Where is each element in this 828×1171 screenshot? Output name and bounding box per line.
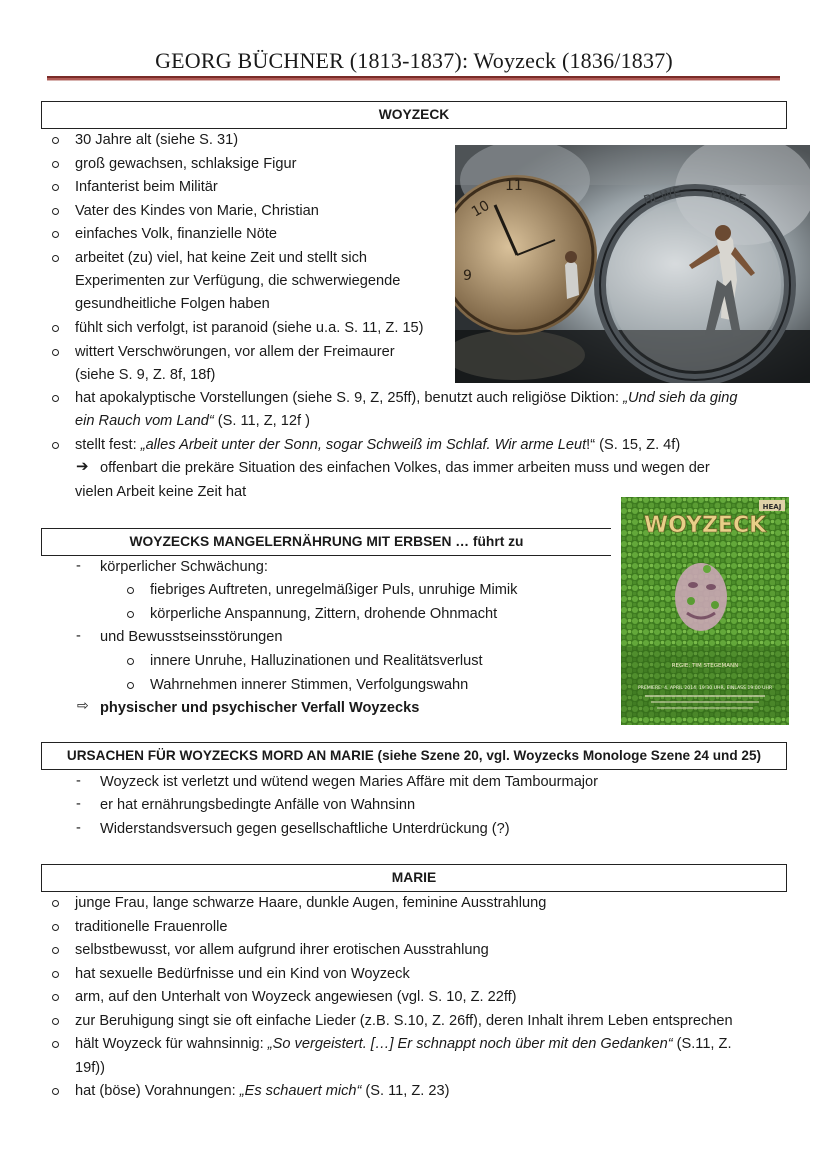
bullet-icon	[52, 1041, 59, 1048]
bullet-icon	[52, 395, 59, 402]
dash-icon: -	[76, 773, 81, 789]
page-title: GEORG BÜCHNER (1813-1837): Woyzeck (1836/1837)	[155, 48, 673, 73]
list-item: Vater des Kindes von Marie, Christian	[75, 203, 319, 219]
list-item-wahnsinnig	[75, 1034, 732, 1054]
dash-icon: -	[76, 820, 81, 836]
list-item: einfaches Volk, finanzielle Nöte	[75, 226, 278, 242]
stage-photo-graphic	[455, 145, 810, 383]
list-item: Infanterist beim Militär	[75, 179, 218, 195]
bullet-icon	[52, 161, 59, 168]
list-item: 30 Jahre alt (siehe S. 31)	[75, 132, 239, 148]
bullet-icon	[52, 349, 59, 356]
list-item-continuation: gesundheitliche Folgen haben	[75, 296, 270, 312]
list-item: groß gewachsen, schlaksige Figur	[75, 156, 297, 172]
text: stellt fest:	[75, 437, 141, 453]
list-item: Widerstandsversuch gegen gesellschaftliche Unterdrückung (?)	[100, 821, 510, 837]
svg-text:9: 9	[463, 268, 472, 284]
dash-icon: -	[76, 558, 81, 574]
list-item-continuation: Experimenten zur Verfügung, die schwerwiegende	[75, 273, 401, 289]
poster-title: WOYZECK	[643, 513, 767, 538]
title-rule	[47, 76, 780, 80]
poster-badge: HEAJ	[762, 503, 782, 511]
conclusion-line: vielen Arbeit keine Zeit hat	[75, 484, 247, 500]
photo-text: ERGE	[709, 186, 748, 209]
bullet-icon	[127, 682, 134, 689]
bullet-icon	[52, 947, 59, 954]
text: hält Woyzeck für wahnsinnig:	[75, 1036, 268, 1052]
svg-text:11: 11	[505, 178, 523, 194]
reference: (S. 11, Z. 23)	[361, 1083, 450, 1099]
bullet-icon	[52, 208, 59, 215]
arrow-outline-icon: ⇨	[77, 697, 89, 713]
reference: (S. 15, Z. 4f)	[595, 437, 681, 453]
stage-photo	[455, 145, 810, 383]
list-item: fühlt sich verfolgt, ist paranoid (siehe u.a. S. 11, Z. 15)	[75, 320, 424, 336]
quote: „Es schauert mich“	[239, 1083, 362, 1099]
bullet-icon	[52, 900, 59, 907]
list-item: fiebriges Auftreten, unregelmäßiger Puls, unruhige Mimik	[150, 582, 518, 598]
list-item: junge Frau, lange schwarze Haare, dunkle Augen, feminine Ausstrahlung	[75, 895, 547, 911]
poster-regie: REGIE: TIM STEGEMANN	[671, 663, 739, 669]
section-heading-marie: MARIE	[41, 864, 787, 892]
poster-premiere: PREMIERE: 4. APRIL 2014, 19:30 UHR, EINLASS 19:00 UHR	[637, 686, 773, 691]
list-item: er hat ernährungsbedingte Anfälle von Wahnsinn	[100, 797, 416, 813]
bullet-icon	[52, 231, 59, 238]
bullet-icon	[127, 587, 134, 594]
list-item: Woyzeck ist verletzt und wütend wegen Maries Affäre mit dem Tambourmajor	[100, 774, 599, 790]
list-item: wittert Verschwörungen, vor allem der Freimaurer	[75, 344, 395, 360]
dash-icon: -	[76, 796, 81, 812]
svg-text:10: 10	[469, 197, 493, 221]
arrow-right-icon: ➔	[76, 458, 89, 475]
reference: (S. 11, Z, 12f )	[213, 413, 310, 429]
bullet-icon	[52, 971, 59, 978]
list-item: arm, auf den Unterhalt von Woyzeck angewiesen (vgl. S. 10, Z. 22ff)	[75, 989, 517, 1005]
list-item: körperliche Anspannung, Zittern, drohende Ohnmacht	[150, 606, 498, 622]
poster-graphic	[621, 497, 789, 725]
list-item-continuation: (siehe S. 9, Z. 8f, 18f)	[75, 367, 216, 383]
section-heading-woyzeck: WOYZECK	[41, 101, 787, 129]
list-item: innere Unruhe, Halluzinationen und Realitätsverlust	[150, 653, 483, 669]
list-item: hat sexuelle Bedürfnisse und ein Kind von Woyzeck	[75, 966, 410, 982]
bullet-icon	[52, 442, 59, 449]
bullet-icon	[52, 1018, 59, 1025]
text: hat (böse) Vorahnungen:	[75, 1083, 240, 1099]
conclusion-line: offenbart die prekäre Situation des einfachen Volkes, das immer arbeiten muss und wegen der	[100, 460, 710, 476]
bullet-icon	[52, 184, 59, 191]
list-item: zur Beruhigung singt sie oft einfache Lieder (z.B. S.10, Z. 26ff), deren Inhalt ihrem Leben entsprechen	[75, 1013, 733, 1029]
text: hat apokalyptische Vorstellungen (siehe S. 9, Z, 25ff), benutzt auch religiöse Diktion:	[75, 390, 624, 406]
bullet-icon	[52, 137, 59, 144]
bullet-icon	[52, 924, 59, 931]
reference: (S.11, Z.	[672, 1036, 732, 1052]
bullet-icon	[127, 611, 134, 618]
list-item-vorahnungen	[75, 1081, 450, 1101]
list-item-continuation: 19f))	[75, 1060, 106, 1076]
bullet-icon	[52, 325, 59, 332]
list-item-continuation	[75, 411, 310, 431]
list-item-stellt-fest	[75, 435, 680, 455]
quote-end: !“	[586, 437, 596, 453]
list-item: traditionelle Frauenrolle	[75, 919, 228, 935]
section-heading-mangel: WOYZECKS MANGELERNÄHRUNG MIT ERBSEN … führt zu	[41, 528, 611, 556]
list-item: arbeitet (zu) viel, hat keine Zeit und stellt sich	[75, 250, 368, 266]
quote: „alles Arbeit unter der Sonn, sogar Schweiß im Schlaf. Wir arme Leut	[140, 437, 587, 453]
bullet-icon	[52, 255, 59, 262]
dash-icon: -	[76, 628, 81, 644]
section-heading-ursachen: URSACHEN FÜR WOYZECKS MORD AN MARIE (siehe Szene 20, vgl. Woyzecks Monologe Szene 24 und 25)	[41, 742, 787, 770]
bullet-icon	[52, 1088, 59, 1095]
list-item-apokalyptisch	[75, 388, 738, 408]
list-item: Wahrnehmen innerer Stimmen, Verfolgungswahn	[150, 677, 469, 693]
poster-image	[621, 497, 789, 725]
photo-text: BEWE	[642, 184, 683, 209]
quote: „So vergeistert. […] Er schnappt noch über mit den Gedanken“	[267, 1036, 673, 1052]
list-item: selbstbewusst, vor allem aufgrund ihrer erotischen Ausstrahlung	[75, 942, 489, 958]
bullet-icon	[127, 658, 134, 665]
quote: ein Rauch vom Land“	[75, 413, 214, 429]
bullet-icon	[52, 994, 59, 1001]
result-line: physischer und psychischer Verfall Woyzecks	[100, 700, 420, 716]
list-item: und Bewusstseinsstörungen	[100, 629, 283, 645]
list-item: körperlicher Schwächung:	[100, 559, 268, 575]
quote: „Und sieh da ging	[623, 390, 738, 406]
